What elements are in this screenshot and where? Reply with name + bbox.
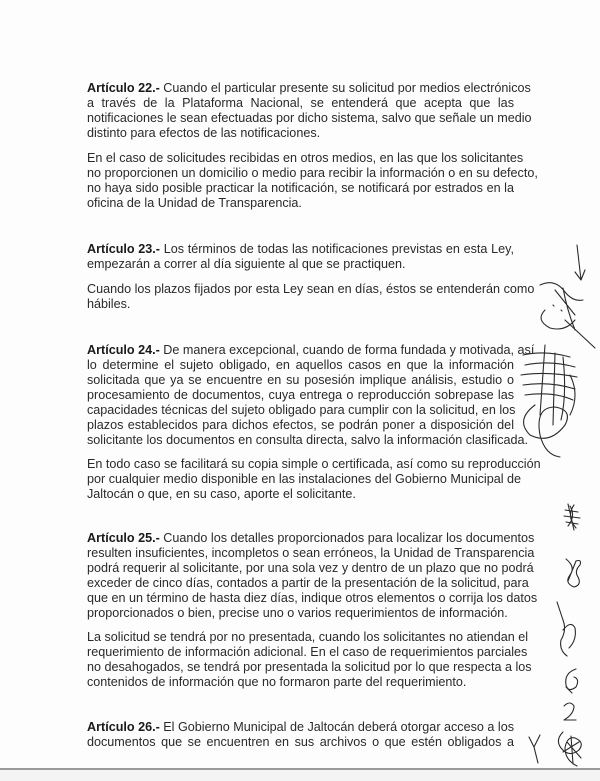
- text-line: La solicitud se tendrá por no presentada, cuando los solicitantes no atiendan el: [87, 630, 529, 644]
- text-line: resulten insuficientes, incompletos o sean erróneos, la Unidad de Transparencia: [87, 546, 535, 560]
- initial-scribble: [562, 502, 582, 532]
- text-line: lo determine el sujeto obligado, en aquellos casos en que la información: [87, 358, 514, 372]
- text-line: capacidades técnicas del sujeto obligado para cumplir con la solicitud, en los: [87, 403, 516, 417]
- article-heading: Artículo 24.-: [87, 343, 160, 357]
- initial-loop: [562, 555, 584, 590]
- article-heading: Artículo 26.-: [87, 720, 160, 734]
- article-heading: Artículo 22.-: [87, 81, 160, 95]
- text-line: contenidos de información que no formaron parte del requerimiento.: [87, 675, 467, 689]
- text-line: exceder de cinco días, contados a partir de la presentación de la solicitud, para: [87, 576, 529, 590]
- text-line: distinto para efectos de las notificaciones.: [87, 126, 321, 140]
- page-bottom-shadow: [0, 770, 600, 781]
- text-line: podrá requerir al solicitante, por una sola vez y dentro de un plazo que no podrá: [87, 561, 534, 575]
- initial-stroke: [555, 600, 580, 660]
- initial-letter-a: [560, 665, 582, 695]
- text-line: Artículo 26.- El Gobierno Municipal de Jaltocán deberá otorgar acceso a los: [87, 720, 515, 734]
- text-line: Jaltocán o que, en su caso, aporte el solicitante.: [87, 487, 356, 501]
- text-line: plazos establecidos para dichos efectos, se podrán poner a disposición del: [87, 418, 514, 432]
- text-line: Artículo 24.- De manera excepcional, cuando de forma fundada y motivada, así: [87, 343, 535, 357]
- text-line: requerimiento de información adicional. En el caso de requerimientos parciales: [87, 645, 528, 659]
- text-line: no proporcionen un domicilio o medio para recibir la información o en su defecto,: [87, 166, 538, 180]
- article-heading: Artículo 23.-: [87, 242, 160, 256]
- text-line: Artículo 23.- Los términos de todas las notificaciones previstas en esta Ley,: [87, 242, 515, 256]
- text-line: empezarán a correr al día siguiente al que se practiquen.: [87, 257, 406, 271]
- text-line: En todo caso se facilitará su copia simple o certificada, así como su reproducción: [87, 457, 541, 471]
- text-line: por cualquier medio disponible en las instalaciones del Gobierno Municipal de: [87, 472, 522, 486]
- signature-main: [515, 345, 590, 460]
- signature-initial-1: [525, 240, 595, 350]
- text-line: Artículo 22.- Cuando el particular presente su solicitud por medios electrónicos: [87, 81, 531, 95]
- text-line: solicitada que ya se encuentre en su posesión implique análisis, estudio o: [87, 373, 514, 387]
- text-line: oficina de la Unidad de Transparencia.: [87, 196, 302, 210]
- text-line: que en un término de hasta diez días, indique otros elementos o corrija los datos: [87, 591, 538, 605]
- text-line: no haya sido posible practicar la notificación, se notificará por estrados en la: [87, 181, 514, 195]
- text-line: no desahogados, se tendrá por presentada la solicitud por lo que respecta a los: [87, 660, 532, 674]
- text-line: a través de la Plataforma Nacional, se entenderá que acepta que las: [87, 96, 514, 110]
- text-line: Cuando los plazos fijados por esta Ley sean en días, éstos se entenderán como: [87, 282, 535, 296]
- text-line: En el caso de solicitudes recibidas en otros medios, en las que los solicitantes: [87, 151, 524, 165]
- text-line: Artículo 25.- Cuando los detalles proporcionados para localizar los documentos: [87, 531, 535, 545]
- initial-letter-y: [526, 733, 546, 765]
- text-line: solicitante los documentos en consulta directa, salvo la información clasificada.: [87, 433, 529, 447]
- initial-flourish: [553, 728, 587, 768]
- text-line: hábiles.: [87, 297, 131, 311]
- text-line: notificaciones le sean efectuadas por dicho sistema, salvo que señale un medio: [87, 111, 532, 125]
- text-line: proporcionados o bien, precise uno o varios requerimientos de información.: [87, 606, 508, 620]
- initial-number-2: [560, 700, 580, 725]
- text-line: documentos que se encuentren en sus archivos o que estén obligados a: [87, 735, 514, 749]
- text-line: procesamiento de documentos, cuya entrega o reproducción sobrepase las: [87, 388, 514, 402]
- article-heading: Artículo 25.-: [87, 531, 160, 545]
